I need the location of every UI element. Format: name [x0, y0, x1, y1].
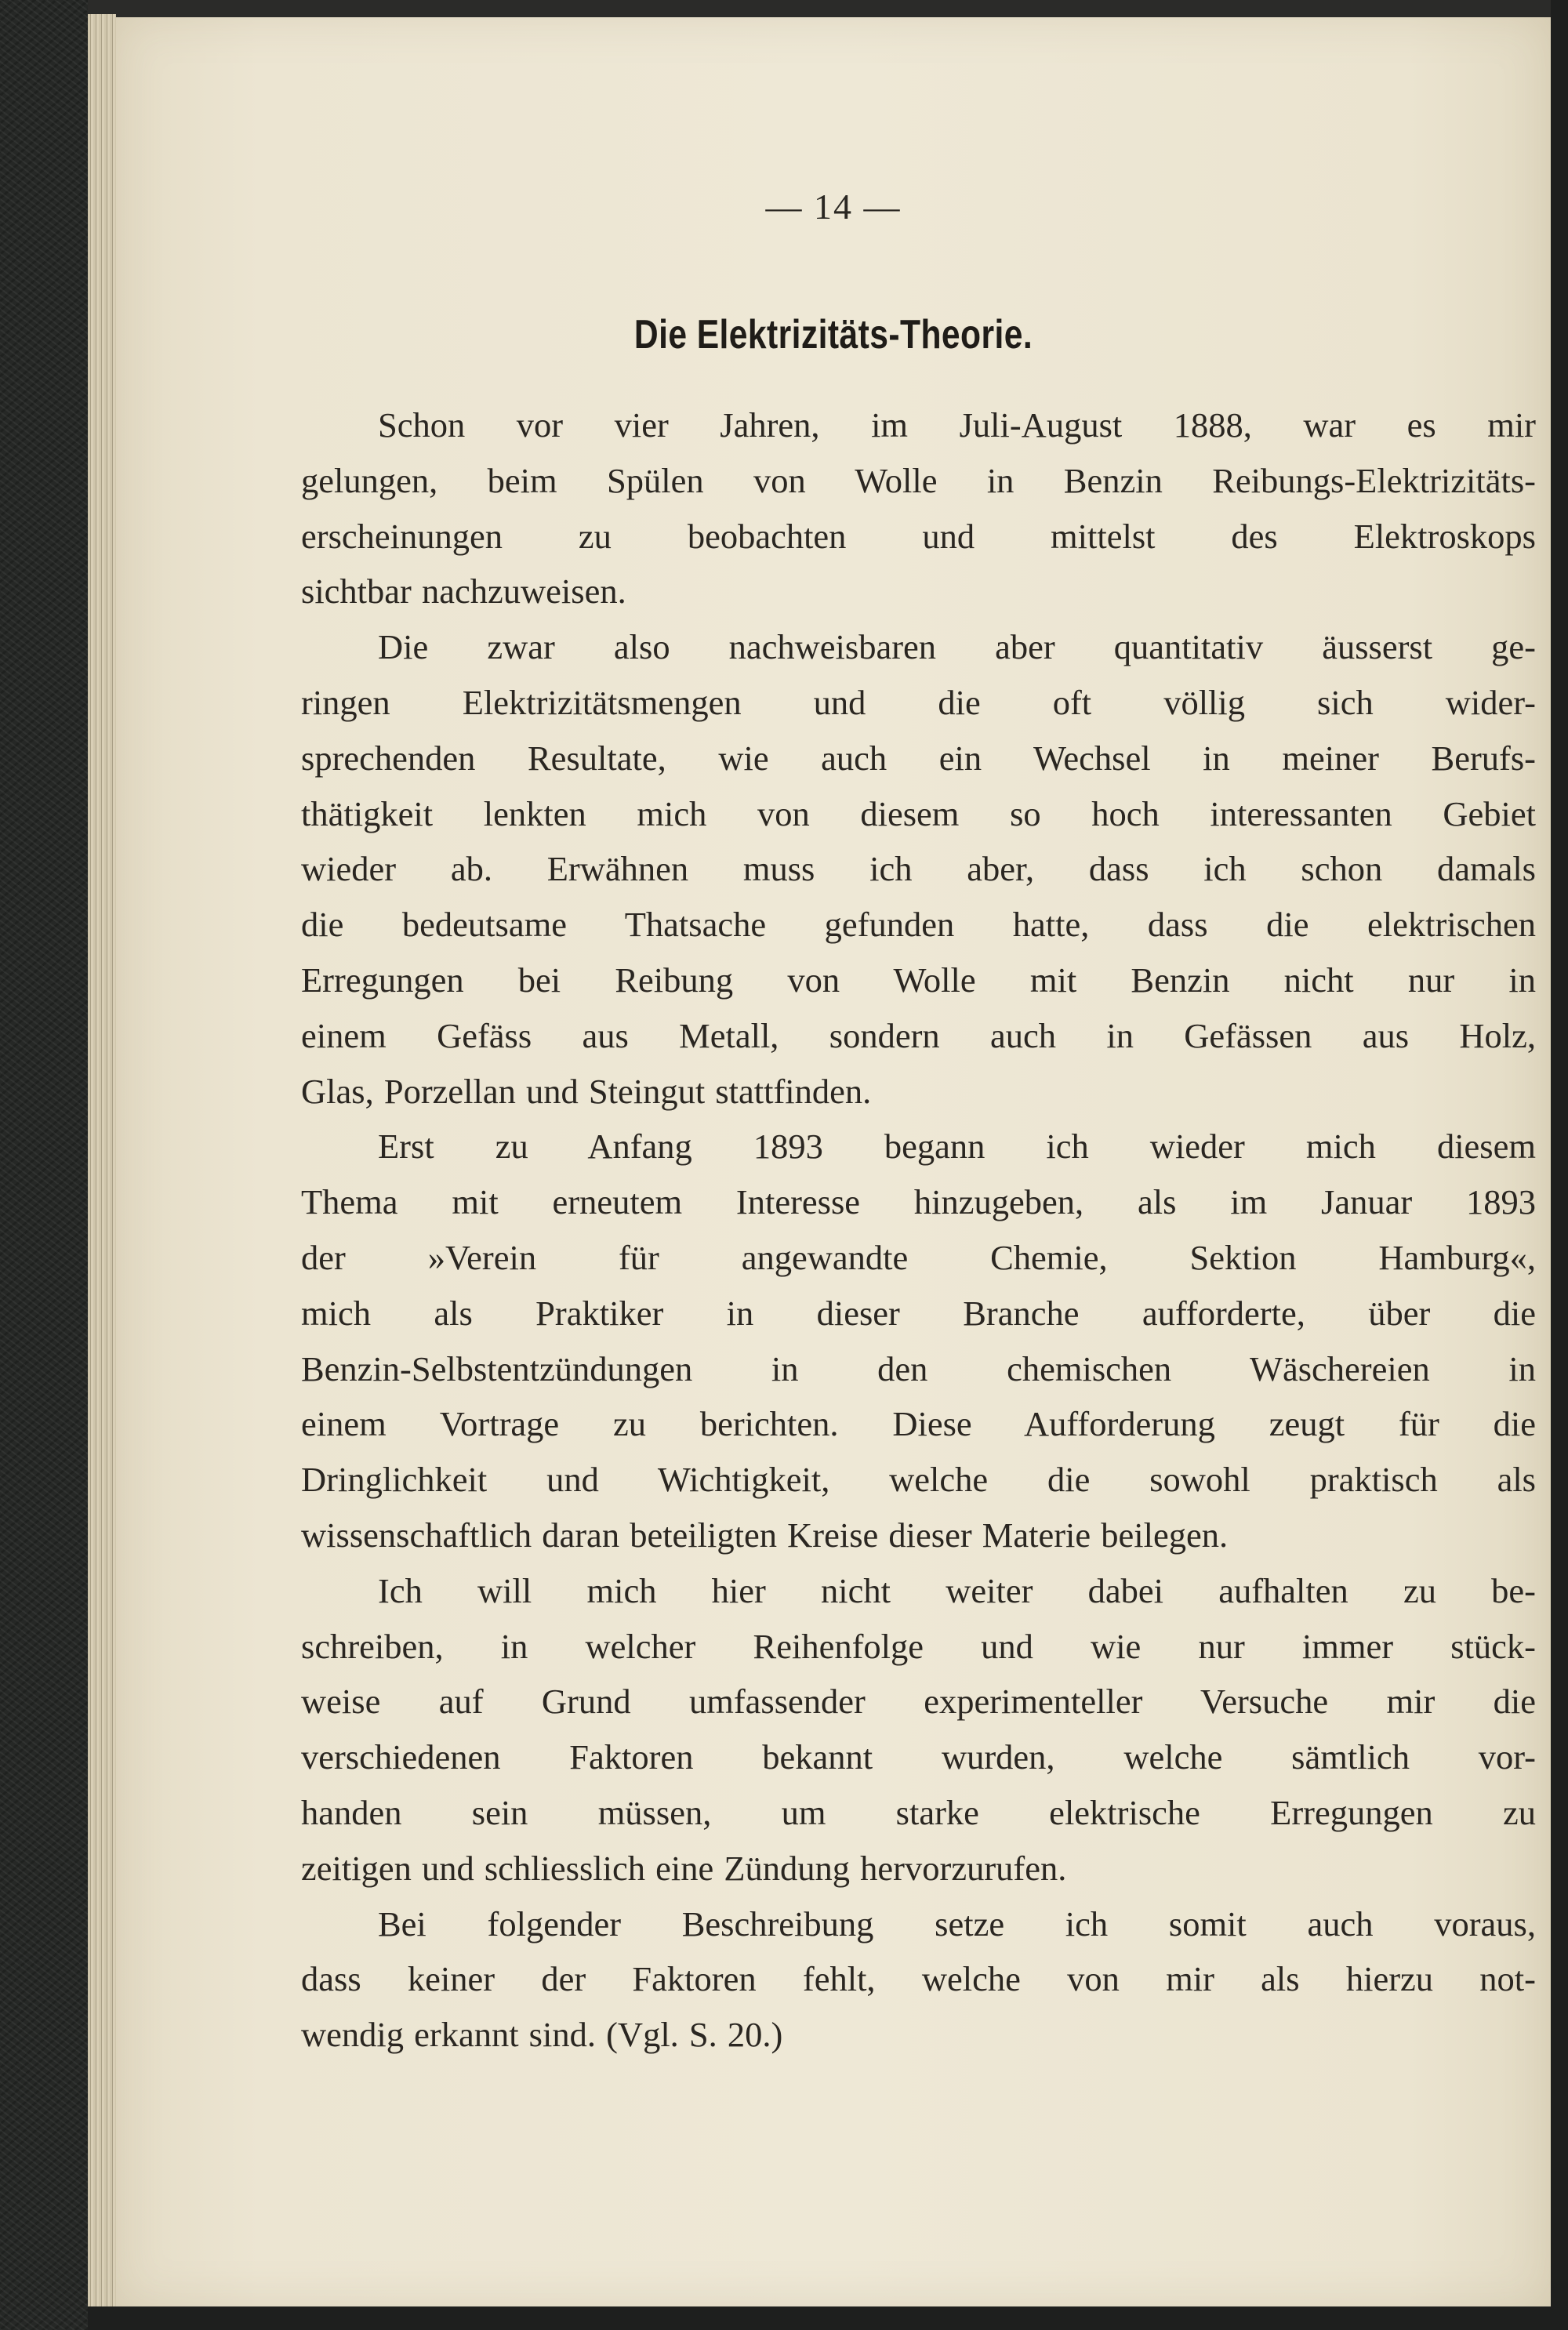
text-line: sichtbar nachzuweisen.: [301, 572, 626, 612]
text-line: Dringlichkeit und Wichtigkeit, welche die sowohl praktisch als: [301, 1460, 1536, 1500]
text-line: Die zwar also nachweisbaren aber quantitativ äusserst ge-: [378, 627, 1536, 667]
text-line: wieder ab. Erwähnen muss ich aber, dass ich schon damals: [301, 849, 1536, 889]
text-line: Bei folgender Beschreibung setze ich somit auch voraus,: [378, 1904, 1536, 1943]
text-line: weise auf Grund umfassender experimenteller Versuche mir die: [301, 1682, 1536, 1722]
text-line: sprechenden Resultate, wie auch ein Wechsel in meiner Berufs-: [301, 738, 1536, 778]
body-text: [301, 397, 1536, 2063]
text-line: Benzin-Selbstentzündungen in den chemischen Wäschereien in: [301, 1348, 1536, 1388]
text-line: zeitigen und schliesslich eine Zündung hervorzurufen.: [301, 1848, 1067, 1888]
text-line: verschiedenen Faktoren bekannt wurden, welche sämtlich vor-: [301, 1737, 1536, 1777]
text-line: ringen Elektrizitätsmengen und die oft völlig sich wider-: [301, 682, 1536, 722]
section-heading: Die Elektrizitäts-Theorie.: [633, 312, 1033, 357]
text-line: Thema mit erneutem Interesse hinzugeben, als im Januar 1893: [301, 1182, 1536, 1222]
text-line: wendig erkannt sind. (Vgl. S. 20.): [301, 2015, 783, 2055]
text-line: einem Vortrage zu berichten. Diese Aufforderung zeugt für die: [301, 1404, 1536, 1444]
text-line: handen sein müssen, um starke elektrische Erregungen zu: [301, 1792, 1536, 1832]
book-spine: [0, 0, 88, 2330]
page-edges: [88, 14, 116, 2311]
page-number: — 14 —: [765, 187, 902, 227]
text-line: thätigkeit lenkten mich von diesem so hoch interessanten Gebiet: [301, 793, 1536, 833]
text-line: Erst zu Anfang 1893 begann ich wieder mich diesem: [378, 1127, 1536, 1167]
cover-edge-bottom: [88, 2306, 1568, 2330]
text-line: erscheinungen zu beobachten und mittelst des Elektroskops: [301, 516, 1536, 556]
text-line: Erregungen bei Reibung von Wolle mit Benzin nicht nur in: [301, 960, 1536, 1000]
text-line: Schon vor vier Jahren, im Juli-August 1888, war es mir: [378, 405, 1536, 445]
book-page: [116, 17, 1551, 2306]
text-line: der »Verein für angewandte Chemie, Sektion Hamburg«,: [301, 1237, 1536, 1277]
text-line: dass keiner der Faktoren fehlt, welche von mir als hierzu not-: [301, 1959, 1536, 1999]
text-line: mich als Praktiker in dieser Branche aufforderte, über die: [301, 1293, 1536, 1333]
text-line: schreiben, in welcher Reihenfolge und wie nur immer stück-: [301, 1626, 1536, 1666]
text-line: gelungen, beim Spülen von Wolle in Benzin Reibungs-Elektrizitäts-: [301, 460, 1536, 500]
text-line: Glas, Porzellan und Steingut stattfinden.: [301, 1071, 872, 1111]
text-line: einem Gefäss aus Metall, sondern auch in Gefässen aus Holz,: [301, 1015, 1536, 1055]
text-line: Ich will mich hier nicht weiter dabei aufhalten zu be-: [378, 1570, 1536, 1610]
text-line: wissenschaftlich daran beteiligten Kreise dieser Materie beilegen.: [301, 1515, 1229, 1555]
text-line: die bedeutsame Thatsache gefunden hatte, dass die elektrischen: [301, 905, 1536, 945]
cover-edge-right: [1551, 0, 1568, 2330]
